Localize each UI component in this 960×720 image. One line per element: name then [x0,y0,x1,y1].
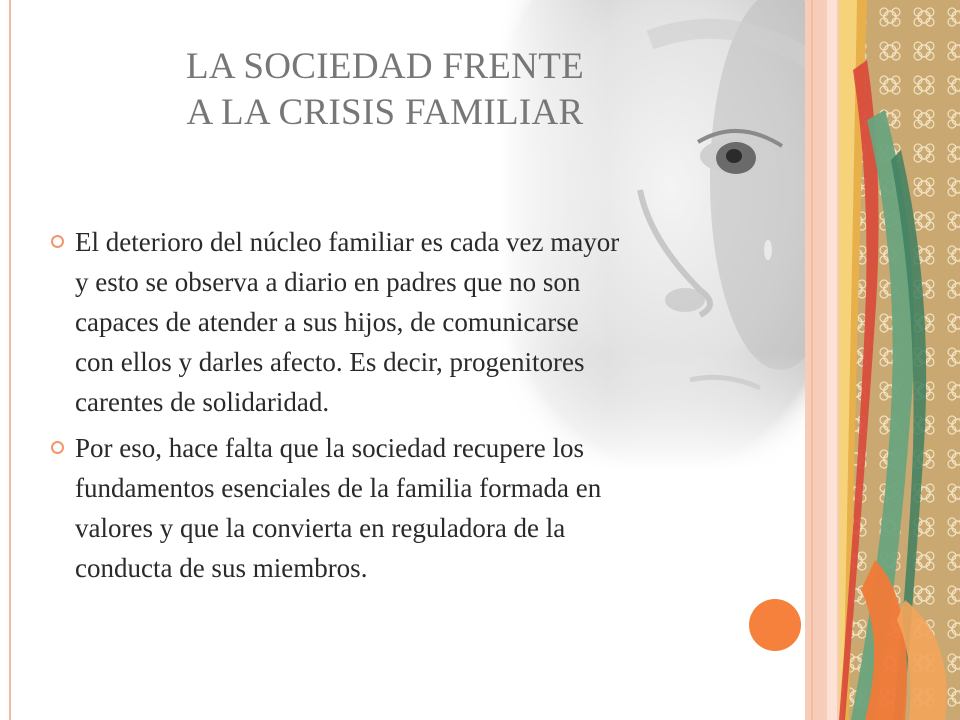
bullet-item [48,428,738,588]
bullet-line: Por eso, hace falta que la sociedad recupere los [75,433,585,463]
bullet-line: con ellos y darles afecto. Es decir, progenitores [75,347,585,377]
bullet-text [75,222,738,422]
bullet-line: El deterioro del núcleo familiar es cada vez mayor [75,227,620,257]
hollow-circle-icon [51,235,64,248]
title-line-1: LA SOCIEDAD FRENTE [185,46,585,87]
bullet-line: y esto se observa a diario en padres que no son [75,267,581,297]
left-border-line [9,0,11,720]
slide-title [150,44,620,136]
title-line-2: A LA CRISIS FAMILIAR [186,92,584,133]
bullet-line: carentes de solidaridad. [75,387,330,417]
bullet-text [75,428,738,588]
bullet-line: capaces de atender a sus hijos, de comunicarse [75,307,579,337]
bullet-line: fundamentos esenciales de la familia formada en [75,473,602,503]
bullet-line: conducta de sus miembros. [75,553,368,583]
bullet-item [48,222,738,422]
orange-circle-icon [749,599,801,651]
bullet-list [48,222,738,594]
bullet-line: valores y que la convierta en reguladora de la [75,513,566,543]
decorative-side-panel [805,0,960,720]
hollow-circle-icon [51,441,64,454]
